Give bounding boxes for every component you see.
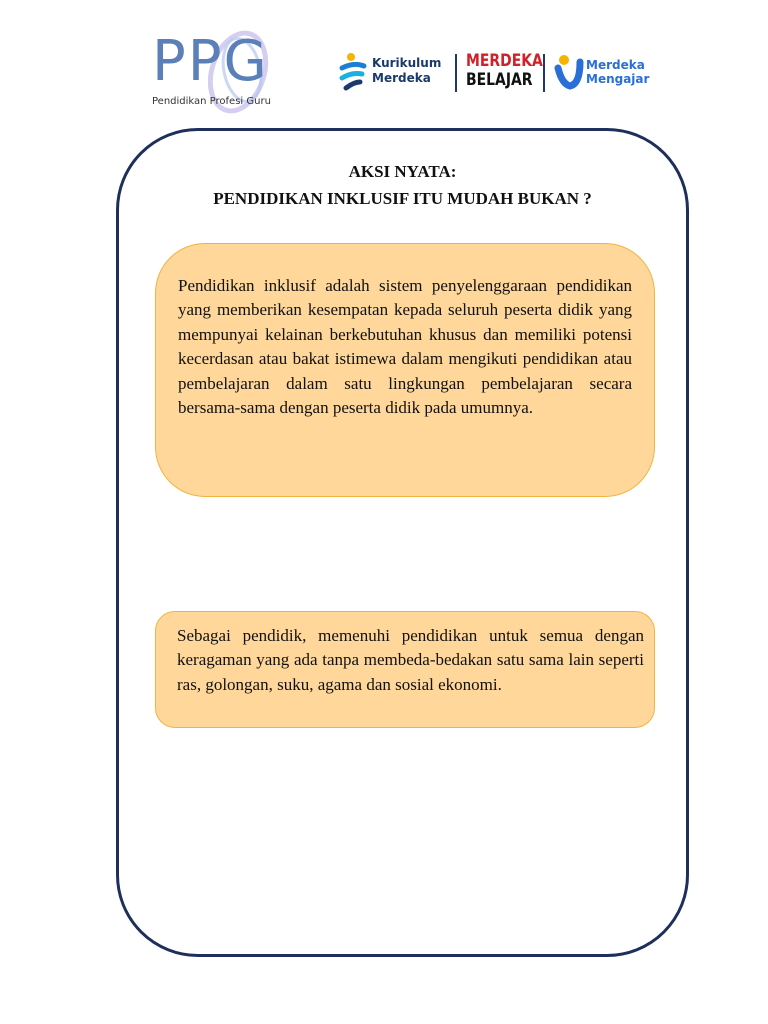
- kurikulum-merdeka-logo: [338, 52, 450, 96]
- logo-divider: [455, 54, 457, 92]
- merdeka-mengajar-text: Merdeka Mengajar: [586, 58, 650, 86]
- ppg-wordmark: PPG: [152, 29, 269, 94]
- merdeka-belajar-logo: MERDEKA BELAJAR: [466, 51, 543, 90]
- ppg-subtitle: Pendidikan Profesi Guru: [152, 96, 271, 107]
- definition-card: [155, 243, 655, 497]
- educator-role-text: Sebagai pendidik, memenuhi pendidikan untuk semua dengan keragaman yang ada tanpa membeda-bedakan satu sama lain seperti ras, golongan, suku, agama dan sosial ekonomi.: [177, 626, 644, 694]
- logo-divider: [543, 54, 545, 92]
- page-title: [116, 158, 689, 212]
- merdeka-mengajar-icon: [554, 54, 584, 92]
- title-line-1: AKSI NYATA:: [348, 162, 457, 181]
- kurikulum-merdeka-text: Kurikulum Merdeka: [372, 56, 442, 85]
- kurikulum-merdeka-icon: [338, 52, 368, 92]
- ppg-logo: [148, 28, 288, 116]
- educator-role-card: [155, 611, 655, 728]
- definition-text: Pendidikan inklusif adalah sistem penyelenggaraan pendidikan yang memberikan kesempatan kepada seluruh peserta didik yang mempunyai kelainan berkebutuhan khusus dan memiliki potensi kecerdasan atau bakat istimewa dalam mengikuti pendidikan atau pembelajaran dalam satu lingkungan pembelajaran secara bersama-sama dengan peserta didik pada umumnya.: [178, 276, 632, 418]
- merdeka-mengajar-logo: [554, 54, 654, 94]
- title-line-2: PENDIDIKAN INKLUSIF ITU MUDAH BUKAN ?: [213, 189, 592, 208]
